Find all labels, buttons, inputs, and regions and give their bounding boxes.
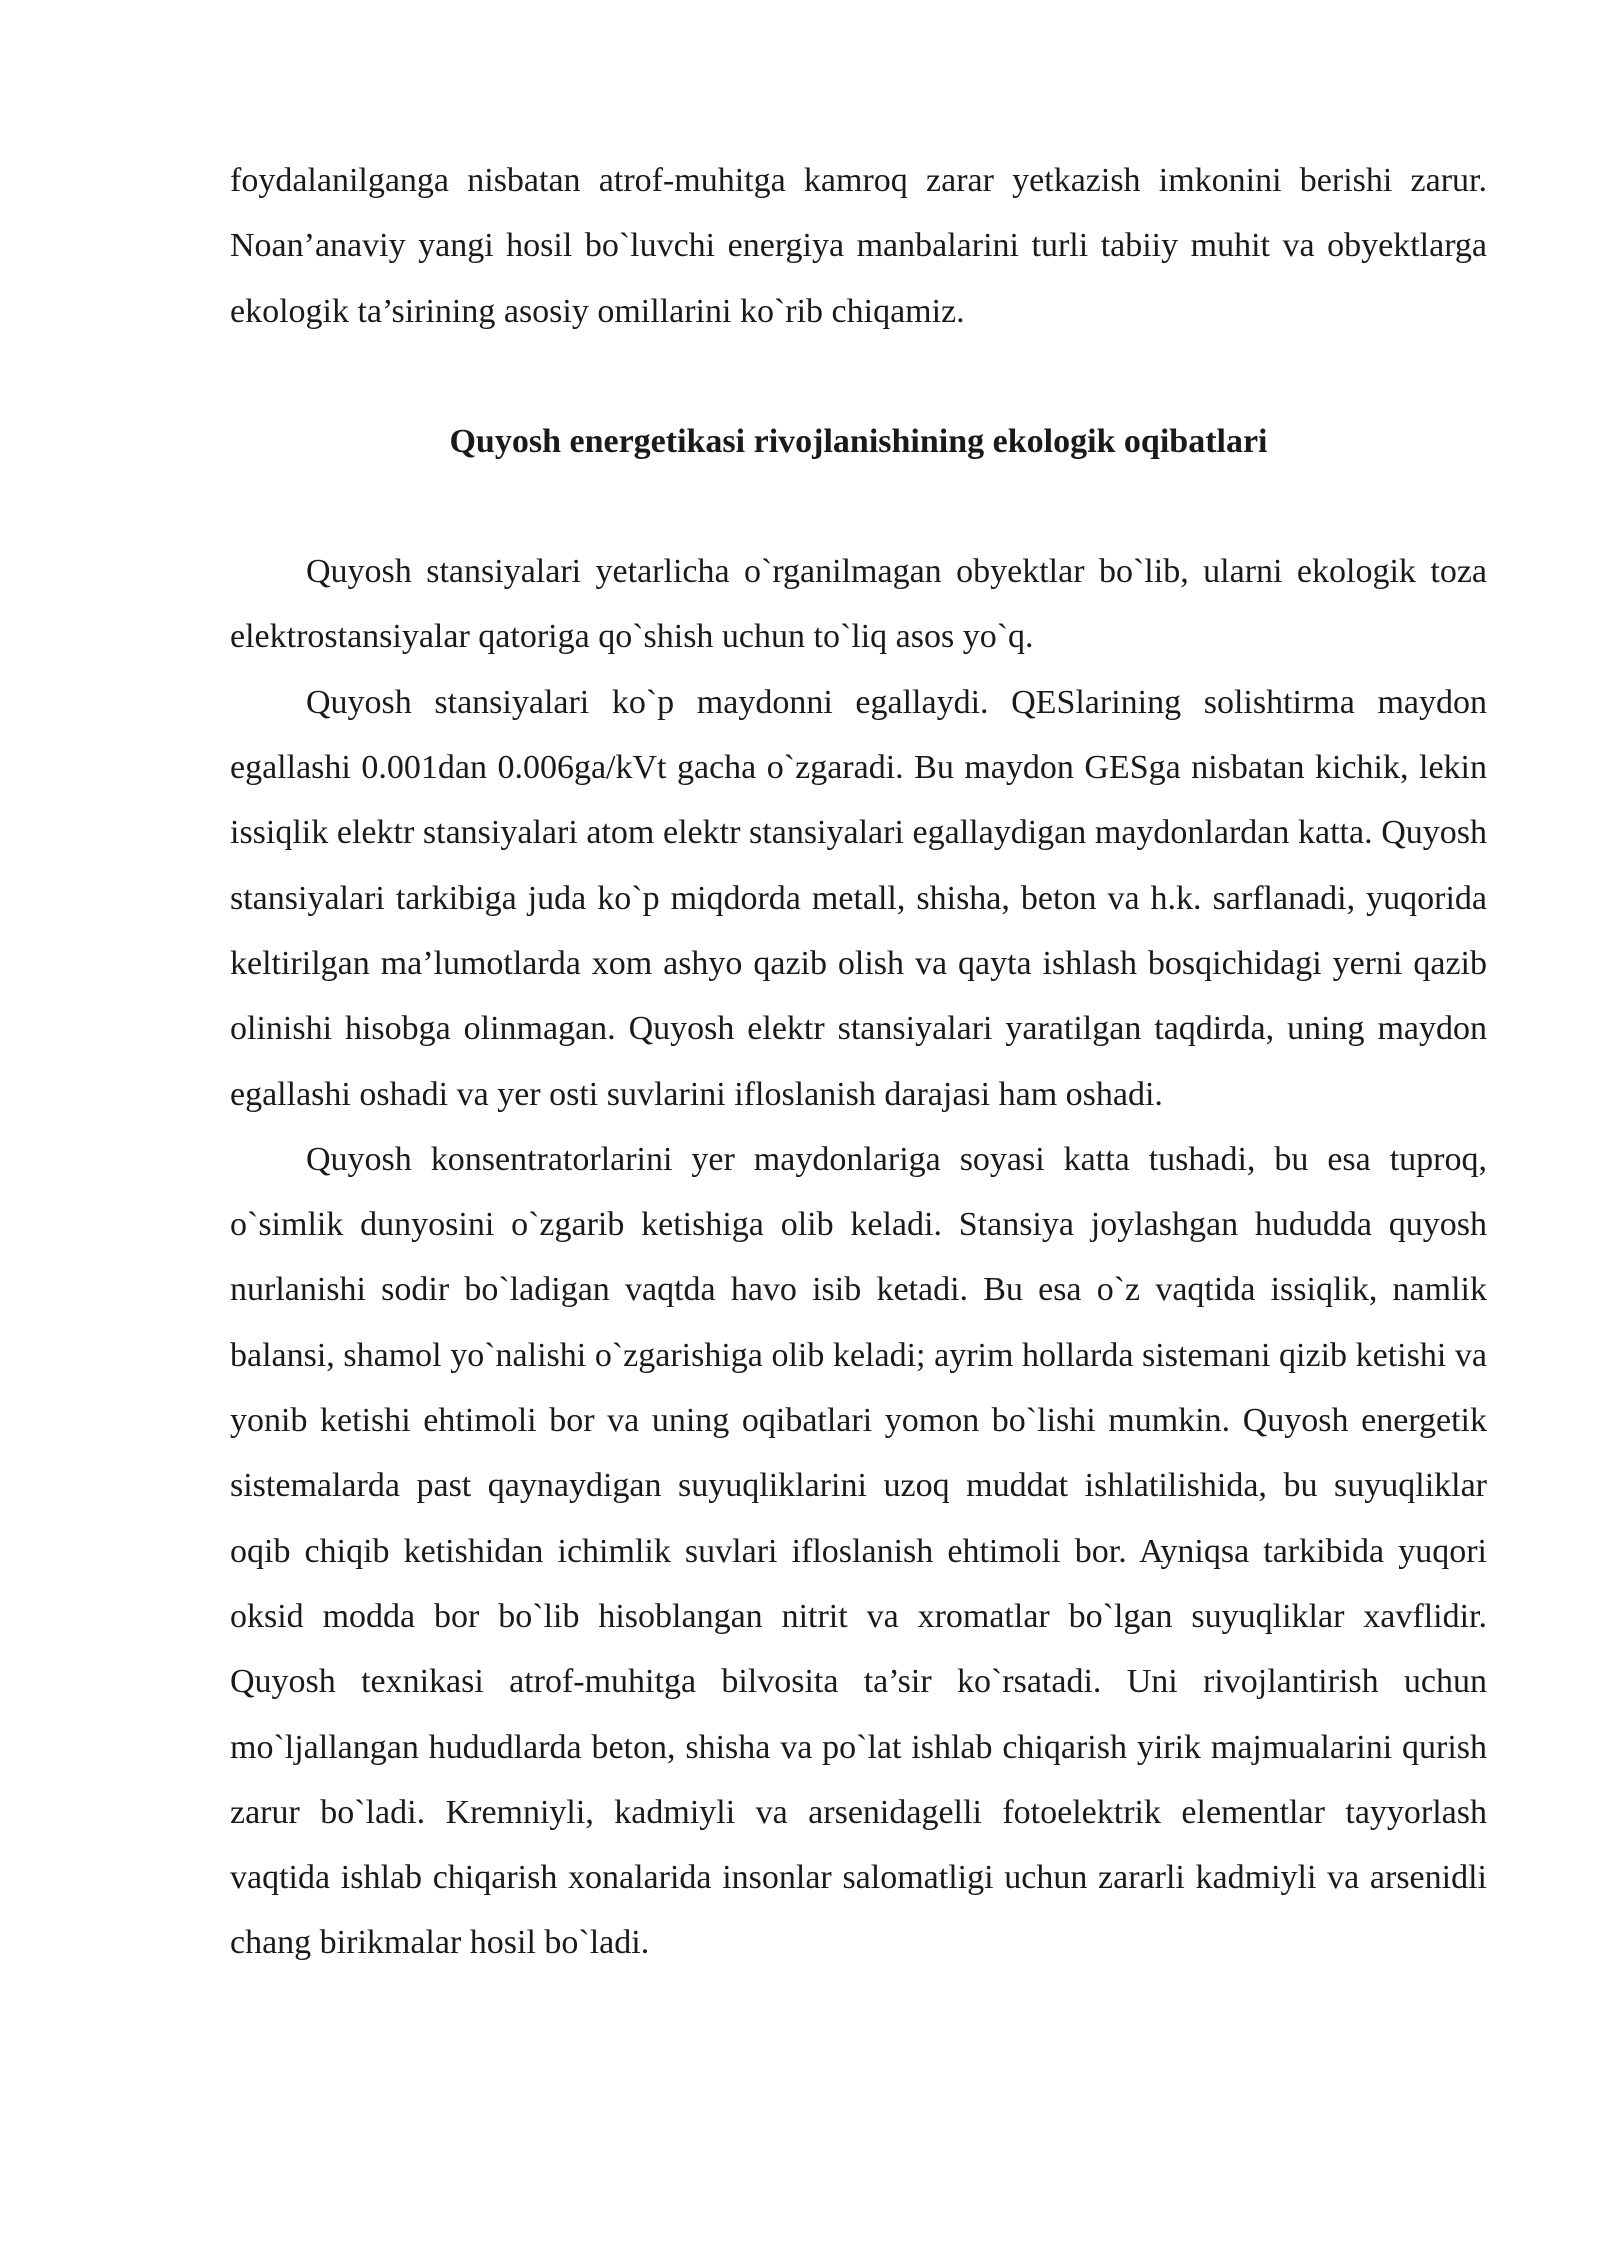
body-paragraph: Quyosh stansiyalari ko`p maydonni egallaydi. QESlarining solishtirma maydon egallashi 0.001dan 0.006ga/kVt gacha o`zgaradi. Bu maydon GESga nisbatan kichik, lekin issiqlik elektr stansiyalari atom elektr stansiyalari egallaydigan maydonlardan katta. Quyosh stansiyalari tarkibiga juda ko`p miqdorda metall, shisha, beton va h.k. sarflanadi, yuqorida keltirilgan ma’lumotlarda xom ashyo qazib olish va qayta ishlash bosqichidagi yerni qazib olinishi hisobga olinmagan. Quyosh elektr stansiyalari yaratilgan taqdirda, uning maydon egallashi oshadi va yer osti suvlarini ifloslanish darajasi ham oshadi. — [230, 683, 1487, 1113]
spacer — [230, 474, 1487, 539]
body-paragraph: Quyosh stansiyalari yetarlicha o`rganilmagan obyektlar bo`lib, ularni ekologik toza elektrostansiyalar qatoriga qo`shish uchun to`liq asos yo`q. — [230, 553, 1487, 656]
spacer — [230, 344, 1487, 409]
intro-paragraph: foydalanilganga nisbatan atrof-muhitga kamroq zarar yetkazish imkonini berishi zarur. Noan’anaviy yangi hosil bo`luvchi energiya manbalarini turli tabiiy muhit va obyektlarga ekologik ta’sirining asosiy omillarini ko`rib chiqamiz. — [230, 162, 1487, 330]
document-page — [230, 148, 1487, 1976]
section-heading: Quyosh energetikasi rivojlanishining ekologik oqibatlari — [449, 422, 1268, 460]
body-paragraph: Quyosh konsentratorlarini yer maydonlariga soyasi katta tushadi, bu esa tuproq, o`simlik dunyosini o`zgarib ketishiga olib keladi. Stansiya joylashgan hududda quyosh nurlanishi sodir bo`ladigan vaqtda havo isib ketadi. Bu esa o`z vaqtida issiqlik, namlik balansi, shamol yo`nalishi o`zgarishiga olib keladi; ayrim hollarda sistemani qizib ketishi va yonib ketishi ehtimoli bor va uning oqibatlari yomon bo`lishi mumkin. Quyosh energetik sistemalarda past qaynaydigan suyuqliklarini uzoq muddat ishlatilishida, bu suyuqliklar oqib chiqib ketishidan ichimlik suvlari ifloslanish ehtimoli bor. Ayniqsa tarkibida yuqori oksid modda bor bo`lib hisoblangan nitrit va xromatlar bo`lgan suyuqliklar xavflidir. Quyosh texnikasi atrof-muhitga bilvosita ta’sir ko`rsatadi. Uni rivojlantirish uchun mo`ljallangan hududlarda beton, shisha va po`lat ishlab chiqarish yirik majmualarini qurish zarur bo`ladi. Kremniyli, kadmiyli va arsenidagelli fotoelektrik elementlar tayyorlash vaqtida ishlab chiqarish xonalarida insonlar salomatligi uchun zararli kadmiyli va arsenidli chang birikmalar hosil bo`ladi. — [230, 1140, 1487, 1962]
